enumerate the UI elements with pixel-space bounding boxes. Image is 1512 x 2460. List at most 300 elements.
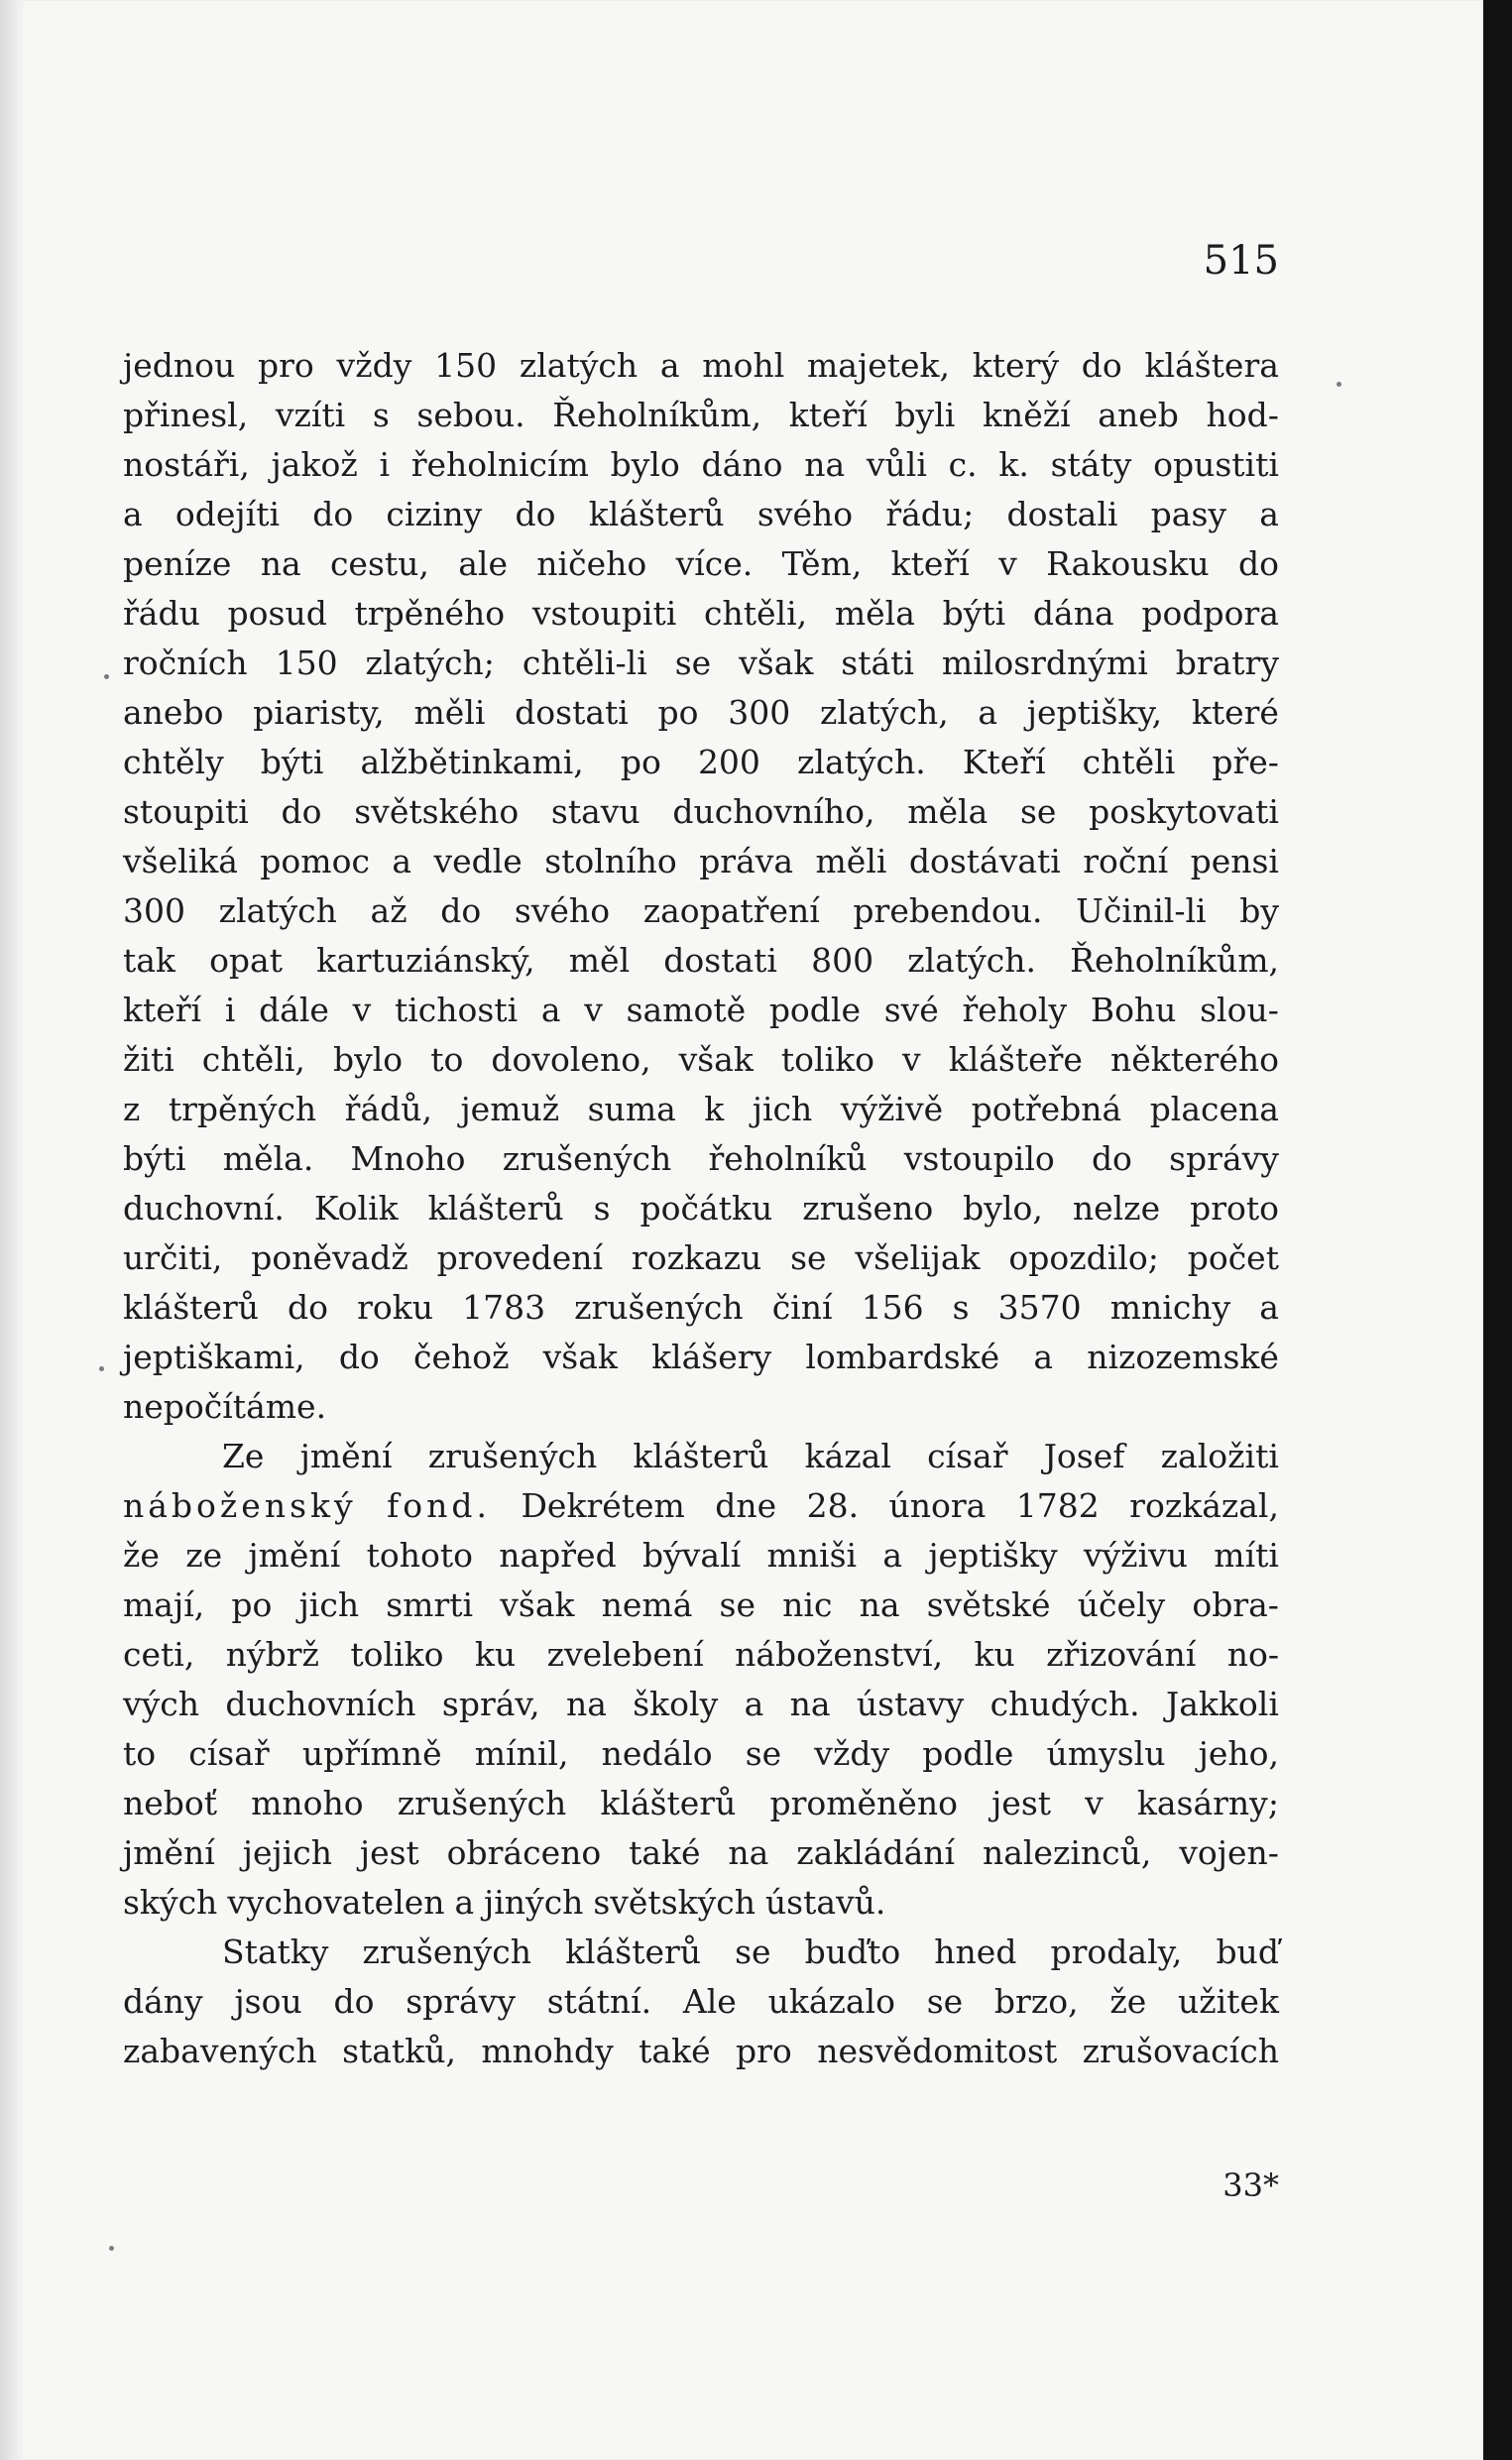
word: odejíti xyxy=(174,495,281,533)
word: a xyxy=(744,1685,764,1723)
text-line xyxy=(123,1481,1279,1531)
word: sebou. xyxy=(416,396,525,434)
word: kláštera xyxy=(1144,346,1279,385)
word: c. xyxy=(948,445,978,484)
word: ničeho xyxy=(536,544,647,583)
word: proto xyxy=(1190,1189,1279,1228)
word: ročních xyxy=(123,644,248,682)
word: kázal xyxy=(804,1437,891,1475)
word: do xyxy=(333,1982,375,2021)
word: své xyxy=(883,991,939,1029)
word: fond. xyxy=(387,1486,492,1525)
word: do xyxy=(338,1338,380,1376)
word: pro xyxy=(258,346,314,385)
word: hned xyxy=(934,1933,1017,1971)
word: z xyxy=(123,1090,141,1128)
word: kněží xyxy=(982,396,1071,434)
word: 800 xyxy=(811,941,874,980)
word: Rakousku xyxy=(1046,544,1210,583)
word: stolního xyxy=(544,842,677,880)
word: upřímně xyxy=(301,1734,442,1773)
word: ukázalo xyxy=(767,1982,895,2021)
word: kteří xyxy=(788,396,868,434)
word: vždy xyxy=(814,1734,890,1773)
word: zrušených xyxy=(574,1288,744,1327)
word: 300 xyxy=(123,891,185,930)
word: a xyxy=(1033,1338,1054,1376)
word: chudých. xyxy=(989,1685,1140,1723)
word: 28. xyxy=(806,1486,860,1525)
word: kartuziánský, xyxy=(316,941,535,980)
word: 3570 xyxy=(997,1288,1082,1327)
word: se xyxy=(745,1734,782,1773)
word: jich xyxy=(752,1090,813,1128)
word: až xyxy=(370,891,407,930)
word: měla. xyxy=(222,1139,314,1178)
word: náboženství, xyxy=(735,1635,944,1674)
word: napřed xyxy=(499,1536,617,1575)
word: majetek, xyxy=(807,346,951,385)
word: to xyxy=(123,1734,157,1773)
word: klášterů xyxy=(600,1784,737,1822)
text-line xyxy=(123,1828,1279,1878)
word: náboženský xyxy=(123,1486,357,1525)
word: na xyxy=(565,1685,607,1723)
word: Kolik xyxy=(313,1189,399,1228)
word: že xyxy=(123,1536,160,1575)
word: vojen- xyxy=(1179,1833,1279,1872)
word: k. xyxy=(998,445,1029,484)
word: lombardské xyxy=(805,1338,1000,1376)
word: ciziny xyxy=(386,495,483,533)
word: bylo xyxy=(610,445,680,484)
word: úmyslu xyxy=(1046,1734,1166,1773)
word: a xyxy=(1259,1288,1279,1327)
word: dne xyxy=(715,1486,777,1525)
text-line xyxy=(123,391,1279,440)
word: pensi xyxy=(1190,842,1279,880)
text-line xyxy=(123,1581,1279,1630)
text-line xyxy=(123,1382,1279,1432)
word: no- xyxy=(1226,1635,1279,1674)
word: jeptišky, xyxy=(1026,693,1163,732)
word: piaristy, xyxy=(253,693,385,732)
word: Bohu xyxy=(1090,991,1177,1029)
word: bylo, xyxy=(963,1189,1043,1228)
word: státy xyxy=(1050,445,1132,484)
word: klášterů xyxy=(123,1288,259,1327)
word: nalezinců, xyxy=(982,1833,1152,1872)
word: Řeholníkům, xyxy=(1070,941,1279,980)
word: stoupiti xyxy=(123,792,249,831)
word: zvelebení xyxy=(546,1635,704,1674)
word: měli xyxy=(815,842,887,880)
word: býti xyxy=(942,594,1006,633)
text-line xyxy=(123,688,1279,738)
text-line xyxy=(123,1779,1279,1828)
word: práva xyxy=(699,842,794,880)
word: zlatých. xyxy=(797,743,926,781)
page-number: 515 xyxy=(1203,238,1279,284)
word: všeliká xyxy=(123,842,238,880)
word: klášterů xyxy=(588,495,725,533)
word: by xyxy=(1239,891,1279,930)
word: a xyxy=(978,693,998,732)
page-right-edge xyxy=(1483,0,1512,2460)
word: se xyxy=(735,1933,771,1971)
word: správy xyxy=(406,1982,516,2021)
word: jest xyxy=(359,1833,419,1872)
text-line xyxy=(123,1184,1279,1233)
word: na xyxy=(789,1685,831,1723)
word: zřizování xyxy=(1046,1635,1197,1674)
word: se xyxy=(790,1238,827,1277)
word: světské xyxy=(926,1585,1051,1624)
word: kteří xyxy=(890,544,970,583)
word: k xyxy=(704,1090,725,1128)
word: státi xyxy=(841,644,914,682)
word: 200 xyxy=(697,743,760,781)
word: ústavy xyxy=(856,1685,965,1723)
word: nostáři, xyxy=(123,445,250,484)
word: který xyxy=(972,346,1059,385)
word: jest xyxy=(991,1784,1052,1822)
word: obráceno xyxy=(446,1833,602,1872)
text-line xyxy=(123,2027,1279,2076)
word: zlatých xyxy=(218,891,337,930)
word: přinesl, xyxy=(123,396,249,434)
word: a xyxy=(454,1883,475,1922)
word: císař xyxy=(188,1734,270,1773)
word: měla xyxy=(907,792,989,831)
text-line xyxy=(123,1977,1279,2027)
word: měli xyxy=(413,693,486,732)
word: kasárny; xyxy=(1136,1784,1279,1822)
word: a xyxy=(1259,495,1279,533)
word: jmění xyxy=(248,1536,341,1575)
word: s xyxy=(952,1288,970,1327)
word: vedle xyxy=(433,842,523,880)
text-line xyxy=(123,1134,1279,1184)
text-line xyxy=(123,1729,1279,1779)
word: Josef xyxy=(1043,1437,1125,1475)
word: nemá xyxy=(601,1585,693,1624)
word: zrušených xyxy=(427,1437,598,1475)
word: tichosti xyxy=(394,991,519,1029)
word: se xyxy=(674,644,712,682)
text-line xyxy=(123,986,1279,1035)
word: a xyxy=(882,1536,903,1575)
text-line xyxy=(123,589,1279,639)
word: císař xyxy=(927,1437,1008,1475)
word: zlatých, xyxy=(819,693,949,732)
word: kteří xyxy=(123,991,202,1029)
text-line xyxy=(123,1035,1279,1085)
word: zrušených xyxy=(502,1139,672,1178)
word: klášterů xyxy=(633,1437,769,1475)
paper-speck xyxy=(99,1366,104,1371)
word: býti xyxy=(123,1139,186,1178)
word: Jakkoli xyxy=(1166,1685,1279,1723)
word: vůli xyxy=(866,445,927,484)
word: slou- xyxy=(1200,991,1279,1029)
text-line xyxy=(123,738,1279,787)
text-line xyxy=(123,341,1279,391)
word: býti xyxy=(260,743,324,781)
word: dáno xyxy=(701,445,783,484)
word: alžbětinkami, xyxy=(360,743,584,781)
word: podpora xyxy=(1141,594,1279,633)
word: měl xyxy=(568,941,631,980)
paper-speck xyxy=(1337,382,1341,387)
word: samotě xyxy=(626,991,747,1029)
word: do xyxy=(281,792,322,831)
word: v xyxy=(998,544,1017,583)
word: nelze xyxy=(1072,1189,1161,1228)
word: pře- xyxy=(1212,743,1279,781)
word: Ze xyxy=(222,1437,265,1475)
word: chtěli xyxy=(1082,743,1176,781)
word: nýbrž xyxy=(225,1635,319,1674)
word: po xyxy=(620,743,661,781)
word: buď xyxy=(1216,1933,1279,1971)
signature-mark: 33* xyxy=(1222,2167,1279,2204)
word: že xyxy=(1109,1982,1147,2021)
word: počet xyxy=(1187,1238,1279,1277)
word: do xyxy=(288,1288,329,1327)
word: dále xyxy=(259,991,329,1029)
word: nizozemské xyxy=(1087,1338,1279,1376)
word: do xyxy=(1237,544,1279,583)
word: nesvědomitost xyxy=(817,2032,1058,2070)
word: s xyxy=(593,1189,611,1228)
word: obra- xyxy=(1192,1585,1279,1624)
word: výživě xyxy=(840,1090,944,1128)
word: jmění xyxy=(299,1437,393,1475)
word: řeholy xyxy=(962,991,1068,1029)
word: Ale xyxy=(682,1982,737,2021)
word: ceti, xyxy=(123,1635,195,1674)
word: poněvadž xyxy=(251,1238,408,1277)
word: mniši xyxy=(766,1536,858,1575)
word: činí xyxy=(771,1288,833,1327)
word: zrušených xyxy=(397,1784,567,1822)
word: trpěných xyxy=(168,1090,317,1128)
word: se xyxy=(1019,792,1057,831)
word: v xyxy=(902,1040,921,1079)
word: podle xyxy=(922,1734,1014,1773)
text-line xyxy=(123,440,1279,490)
word: dostati xyxy=(515,693,629,732)
body-text xyxy=(123,341,1279,2076)
text-line xyxy=(123,1630,1279,1680)
word: opat xyxy=(209,941,283,980)
page-left-edge xyxy=(0,0,22,2460)
word: poskytovati xyxy=(1089,792,1279,831)
word: vstoupiti xyxy=(531,594,677,633)
text-line xyxy=(123,886,1279,936)
word: určiti, xyxy=(123,1238,223,1277)
word: i xyxy=(224,991,236,1029)
word: tak xyxy=(123,941,175,980)
word: mínil, xyxy=(474,1734,569,1773)
word: 1783 xyxy=(462,1288,546,1327)
word: mnohdy xyxy=(481,2032,614,2070)
word: světského xyxy=(354,792,520,831)
word: Kteří xyxy=(962,743,1046,781)
word: duchovního, xyxy=(672,792,875,831)
word: bývalí xyxy=(642,1536,742,1575)
word: svého xyxy=(514,891,611,930)
word: světských xyxy=(593,1883,756,1922)
word: a xyxy=(540,991,561,1029)
text-line xyxy=(123,1878,1279,1928)
word: chtěli, xyxy=(201,1040,305,1079)
text-line-paragraph-start xyxy=(123,1432,1279,1481)
word: mnichy xyxy=(1109,1288,1231,1327)
word: vychovatelen xyxy=(227,1883,445,1922)
word: jeptišky xyxy=(928,1536,1058,1575)
word: na xyxy=(260,544,301,583)
word: 150 xyxy=(434,346,498,385)
text-line xyxy=(123,936,1279,986)
word: ale xyxy=(458,544,508,583)
word: zlatých xyxy=(519,346,639,385)
word: chtěli-li xyxy=(522,644,647,682)
word: svého xyxy=(756,495,854,533)
word: vzíti xyxy=(275,396,346,434)
word: placena xyxy=(1149,1090,1279,1128)
word: účely xyxy=(1077,1585,1166,1624)
word: tohoto xyxy=(366,1536,473,1575)
word: jednou xyxy=(123,346,236,385)
word: správy xyxy=(1169,1139,1279,1178)
word: s xyxy=(372,396,390,434)
word: Mnoho xyxy=(350,1139,466,1178)
word: buďto xyxy=(804,1933,901,1971)
word: zlatých. xyxy=(907,941,1036,980)
word: však xyxy=(500,1585,575,1624)
word: jemuž xyxy=(460,1090,560,1128)
word: bratry xyxy=(1175,644,1279,682)
word: míti xyxy=(1214,1536,1279,1575)
text-line xyxy=(123,639,1279,688)
word: řádu xyxy=(123,594,200,633)
word: prebendou. xyxy=(853,891,1043,930)
word: dána xyxy=(1032,594,1114,633)
word: všelijak xyxy=(855,1238,981,1277)
word: brzo, xyxy=(993,1982,1079,2021)
word: jejich xyxy=(242,1833,333,1872)
word: však xyxy=(739,644,814,682)
word: jmění xyxy=(123,1833,215,1872)
word: rozkázal, xyxy=(1129,1486,1279,1525)
word: statků, xyxy=(342,2032,456,2070)
word: pomoc xyxy=(260,842,370,880)
word: měla xyxy=(834,594,915,633)
word: nic xyxy=(782,1585,833,1624)
word: mají, xyxy=(123,1585,205,1624)
word: ku xyxy=(974,1635,1015,1674)
word: suma xyxy=(587,1090,676,1128)
word: února xyxy=(888,1486,987,1525)
text-line xyxy=(123,837,1279,886)
word: řeholníků xyxy=(708,1139,868,1178)
word: roční xyxy=(1083,842,1169,880)
word: více. xyxy=(675,544,754,583)
text-line xyxy=(123,539,1279,589)
word: které xyxy=(1191,693,1279,732)
word: do xyxy=(515,495,556,533)
word: neboť xyxy=(123,1784,218,1822)
word: řeholnicím xyxy=(410,445,589,484)
word: dostávati xyxy=(908,842,1061,880)
word: počátku xyxy=(640,1189,773,1228)
word: jeptiškami, xyxy=(123,1338,305,1376)
word: nepočítáme. xyxy=(123,1387,327,1426)
word: po xyxy=(231,1585,273,1624)
word: se xyxy=(719,1585,756,1624)
word: ze xyxy=(185,1536,223,1575)
text-line xyxy=(123,1233,1279,1283)
word: proměněno xyxy=(769,1784,958,1822)
word: a xyxy=(659,346,680,385)
word: Těm, xyxy=(781,544,863,583)
text-line xyxy=(123,787,1279,837)
word: však xyxy=(542,1338,618,1376)
word: chtěli, xyxy=(704,594,808,633)
word: vstoupilo xyxy=(903,1139,1055,1178)
word: opozdilo; xyxy=(1008,1238,1159,1277)
word: peníze xyxy=(123,544,232,583)
word: byli xyxy=(894,396,956,434)
word: zakládání xyxy=(796,1833,956,1872)
word: podle xyxy=(768,991,862,1029)
paper-speck xyxy=(104,674,109,679)
word: na xyxy=(859,1585,900,1624)
word: klášterů xyxy=(427,1189,564,1228)
word: mohl xyxy=(702,346,785,385)
word: jich xyxy=(298,1585,360,1624)
word: správ, xyxy=(441,1685,540,1723)
word: duchovní. xyxy=(123,1189,285,1228)
word: hod- xyxy=(1206,396,1279,434)
word: vždy xyxy=(336,346,412,385)
word: nedálo xyxy=(601,1734,713,1773)
word: na xyxy=(804,445,846,484)
word: bylo xyxy=(332,1040,404,1079)
word: i xyxy=(379,445,391,484)
word: pro xyxy=(736,2032,792,2070)
word: stavu xyxy=(550,792,640,831)
word: v xyxy=(1085,1784,1104,1822)
word: 300 xyxy=(728,693,791,732)
word: dány xyxy=(123,1982,203,2021)
word: jiných xyxy=(484,1883,584,1922)
word: klášteře xyxy=(948,1040,1083,1079)
word: jakož xyxy=(271,445,358,484)
word: klášery xyxy=(651,1338,772,1376)
word: ských xyxy=(123,1883,218,1922)
word: v xyxy=(584,991,603,1029)
word: aneb xyxy=(1098,396,1179,434)
word: 1782 xyxy=(1015,1486,1100,1525)
word: klášterů xyxy=(565,1933,702,1971)
word: vých xyxy=(123,1685,200,1723)
word: mnoho xyxy=(251,1784,364,1822)
word: Statky xyxy=(222,1933,329,1971)
word: rozkazu xyxy=(631,1238,762,1277)
